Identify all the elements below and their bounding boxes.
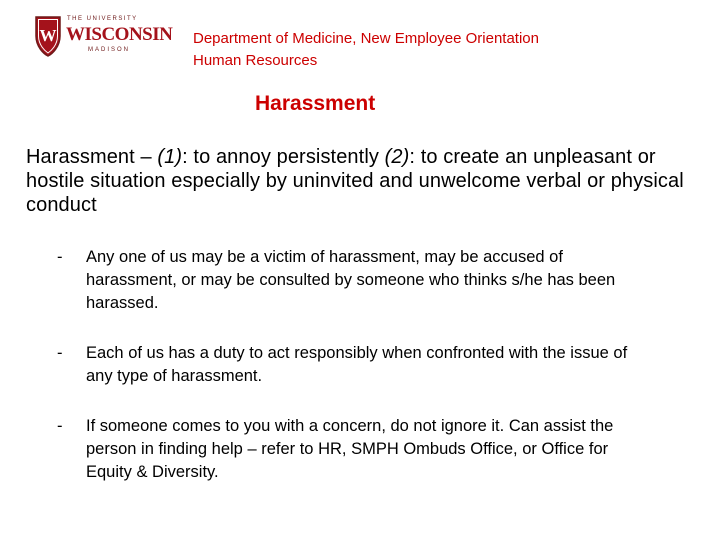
- header-department: Department of Medicine, New Employee Orientation: [193, 30, 539, 47]
- bullet-list: [55, 246, 655, 484]
- header-subtitle: Human Resources: [193, 52, 318, 69]
- definition-sense-2: : to create an unpleasant or hostile situation especially by uninvited and unwelcome verbal or physical conduct: [26, 146, 684, 216]
- definition-sense-1: : to annoy persistently: [182, 146, 385, 168]
- logo-bottom-text: MADISON: [88, 47, 131, 53]
- page-header: [193, 28, 539, 72]
- crest-letter: W: [39, 26, 57, 45]
- university-logo: [33, 14, 173, 60]
- page-title: Harassment: [255, 92, 376, 115]
- bullet-marker: -: [57, 417, 63, 435]
- definition-term: Harassment –: [26, 146, 158, 168]
- definition-sense-1-marker: (1): [157, 146, 183, 168]
- bullet-text: Any one of us may be a victim of harassment, may be accused of harassment, or may be consulted by someone who thinks s/he has been harassed.: [86, 248, 616, 312]
- list-item: [55, 342, 655, 388]
- bullet-marker: -: [57, 344, 63, 362]
- list-item: [55, 246, 655, 315]
- logo-main-text: WISCONSIN: [66, 24, 173, 45]
- bullet-marker: -: [57, 248, 63, 266]
- definition-paragraph: [26, 145, 696, 217]
- bullet-text: Each of us has a duty to act responsibly when confronted with the issue of any type of harassment.: [86, 344, 628, 385]
- list-item: [55, 415, 655, 484]
- crest-icon: [33, 14, 63, 58]
- logo-top-text: THE UNIVERSITY: [67, 16, 138, 22]
- bullet-text: If someone comes to you with a concern, do not ignore it. Can assist the person in finding help – refer to HR, SMPH Ombuds Office, or Office for Equity & Diversity.: [86, 417, 614, 481]
- definition-sense-2-marker: (2): [384, 146, 410, 168]
